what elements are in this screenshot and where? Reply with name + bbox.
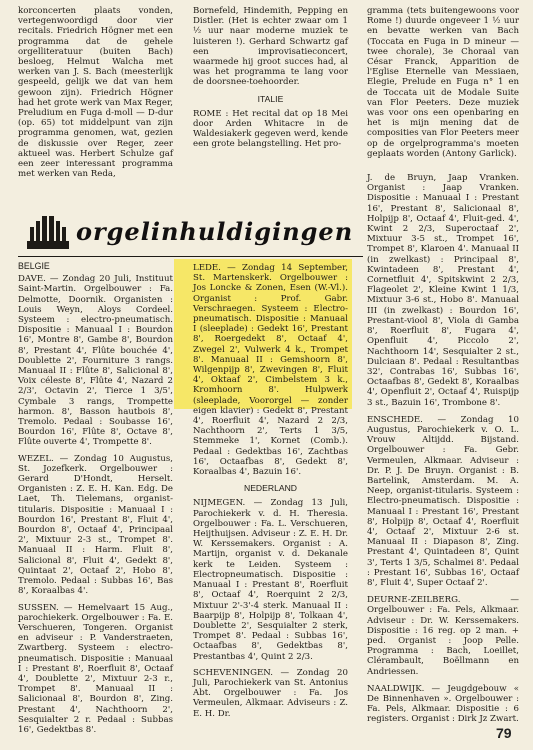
wezel-entry: WEZEL. — Zondag 10 Augustus, St. Jozefkerk. Orgelbouwer : Gerard D'Hondt, Herselt. Organisten : Z. E. H. Kan. Edg. De Laet, Th. Tielemans, organist-titularis. Dispositie : Manuaal I : Bourdon 16', Prestant 8', Fluit 4', Bourdon 8', Octaaf 4', Principaal 2', Mixtuur 2-3 st., Trompet 8'. Manuaal II : Harm. Fluit 8', Salicional 8', Fluit 4', Gedekt 8', Quintaat 2', Octaaf 2', Hobo 8', Tremolo. Pedaal : Subbas 16', Bas 8', Koraalbas 4'. bbox=[18, 453, 173, 597]
scheveningen-continued: J. de Bruyn, Jaap Vranken. Organist : Jaap Vranken. Dispositie : Manuaal I : Prestant 16', Prestant 8', Salicionaal 8', Holpijp 8', Octaaf 4', Fluit-ged. 4', Kwint 2 2/3, Superoctaaf 2', Mixtuur 3-5 st., Trompet 16', Trompet 8', Klaroen 4'. Manuaal II (in zwelkast) : Principaal 8', Kwintadeen 8', Prestant 4', Cornetfluit 4', Spitskwint 2 2/3, Flageolet 2', Kleine Kwint 1 1/3, Mixtuur 3-6 st., Hobo 8'. Manuaal III (in zwelkast) : Bourdon 16', Prestant-viool 8', Viola di Gamba 8', Roerfluit 8', Fugara 4', Openfluit 4', Piccolo 2', Nachthoorn 14', Sesquialter 2 st., Dulciaan 8'. Pedaal : Resultantbas 32', Contrabas 16', Subbas 16', Octaafbas 8', Gedekt 8', Koraalbas 4', Openfluit 2', Octaaf 4', Ruispijp 3 st., Bazuin 16', Trombone 8'. bbox=[367, 173, 519, 408]
section-banner bbox=[24, 213, 364, 253]
nijmegen-entry: NIJMEGEN. — Zondag 13 Juli, Parochiekerk v. d. H. Theresia. Orgelbouwer : Fa. L. Verschueren, Heijthuijsen. Adviseur : Z. E. H. Dr. W. Kerssemakers. Organist : A. Martijn, organist v. d. Dekanale kerk te Leiden. Systeem : Electropneumatisch. Dispositie : Manuaal I : Prestant 8', Roerfluit 8', Octaaf 4', Roerquint 2 2/3, Mixtuur 2'-3'-4 sterk. Manuaal II : Baarpijp 8', Holpijp 8', Tolkaan 4', Doublette 2', Sesquialter 2 sterk, Trompet 8'. Pedaal : Subbas 16', Octaafbas 8', Gedektbas 8', Prestantbas 4', Quint 2 2/3. bbox=[193, 498, 348, 662]
enschede-entry: ENSCHEDE. — Zondag 10 Augustus, Parochiekerk v. O. L. Vrouw Altijdd. Bijstand. Orgelbouwer : Fa. Gebr. Vermeulen, Alkmaar. Adviseur : Dr. P. J. De Bruyn. Organist : B. Bartelink, Amsterdam. M. A. Neep, organist-titularis. Systeem : Electro-pneumatisch. Dispositie : Manuaal I : Prestant 16', Prestant 8', Holpijp 8', Octaaf 4', Roerfluit 4', Octaaf 2', Mixtuur 2-6 st. Manuaal II : Diapason 8', Zing. Prestant 4', Quintadeen 8', Quint 3', Terts 1 3/5, Schalmei 8'. Pedaal : Prestant 16', Subbas 16', Octaaf 8', Fluit 4', Super Octaaf 2'. bbox=[367, 414, 519, 588]
column-2-top bbox=[193, 6, 348, 150]
lede-entry: LEDE. — Zondag 14 September, St. Martenskerk. Orgelbouwer : Jos Loncke & Zonen, Esen (W.-Vl.). Organist : Prof. Gabr. Verschraegen. Systeem : Electro-pneumatisch. Dispositie : Manuaal I (sleeplade) : Gedekt 16', Prestant 8', Roergedekt 8', Octaaf 4', Zwegel 2', Vulwerk 4 k., Trompet 8'. Manuaal II : Gemshoorn 8', Wilgenpijp 8', Zwevingen 8', Fluit 4', Oktaaf 2', Cimbelstem 3 k., Kromhoorn 8'. Hulpwerk (sleeplade, Voororgel — zonder eigen klavier) : Gedekt 8', Prestant 4', Roerfluit 4', Nazard 2 2/3, Nachthoorn 2', Terts 1 3/5, Stemmeke 1', Kornet (Comb.). Pedaal : Gedektbas 16', Zachtbas 16', Octaafbas 8', Gedekt 8', Koraalbas 4', Bazuin 16'. bbox=[193, 263, 348, 478]
scheveningen-entry: SCHEVENINGEN. — Zondag 20 Juli, Parochiekerk van St. Antonius Abt. Orgelbouwer : Fa. Jos Vermeulen, Alkmaar. Adviseurs : Z. E. H. Dr. bbox=[193, 667, 348, 719]
page-number: 79 bbox=[496, 725, 512, 741]
organ-icon bbox=[24, 213, 72, 253]
sussen-entry: SUSSEN. — Hemelvaart 15 Aug., parochiekerk. Orgelbouwer : Fa. E. Verschueren, Tongeren. Organist en adviseur : P. Vanderstraeten, Zwartberg. Systeem : electro-pneumatisch. Dispositie : Manuaal I : Prestant 8', Roerfluit 8', Octaaf 4', Doublette 2', Mixtuur 2-3 r., Trompet 8'. Manuaal II : Salicionaal 8', Bourdon 8', Zing. Prestant 4', Nachthoorn 2', Sesquialter 2 r. Pedaal : Subbas 16', Gedektbas 8'. bbox=[18, 602, 173, 735]
banner-title: orgelinhuldigingen bbox=[76, 217, 354, 246]
column-1-bottom bbox=[18, 261, 173, 735]
belgie-heading: BELGIE bbox=[18, 261, 50, 271]
column-1-top bbox=[18, 6, 173, 179]
nederland-heading: NEDERLAND bbox=[243, 483, 297, 494]
deurne-entry: DEURNE-ZEILBERG. — Orgelbouwer : Fa. Pels, Alkmaar. Adviseur : Dr. W. Kerssemakers. Dispositie : 16 reg. op 2 man. + ped. Organist : Joop Pelle. Programma : Bach, Loeillet, Clérambault, Boëllmann en Andriessen. bbox=[367, 595, 519, 677]
dave-entry: DAVE. — Zondag 20 Juli, Instituut Saint-Martin. Orgelbouwer : Fa. Delmotte, Doornik. Organisten : Louis Weyn, Aloys Cordeel. Systeem : electro-pneumatisch. Dispositie : Manuaal I : Bourdon 16', Montre 8', Gambe 8', Bourdon 8', Prestant 4', Flûte bouchée 4', Doublette 2', Fourniture 3 rangs. Manuaal II : Flûte 8', Salicional 8', Voix céleste 8', Flûte 4', Nazard 2 2/3', Octavin 2', Tierce 1 3/5', Cymbale 3 rangs, Trompette harmon. 8', Basson hautbois 8', Tremolo. Pedaal : Soubasse 16', Bourdon 16', Flûte 8', Octave 8', Flûte ouverte 4', Trompette 8'. bbox=[18, 274, 173, 448]
column-2-bottom bbox=[193, 263, 348, 719]
article-text: gramma (tets buitengewoons voor Rome !) duurde ongeveer 1 ½ uur en bevatte werken van Bach (Toccata en Fuga in D mineur — twee chorale), 3e Choraal van César Franck, Apparition de l'Eglise Eternelle van Messiaen, Elegie, Prelude en Fuga n° 1 en de Toccata uit de Modale Suite van Flor Peeters. Deze muziek was voor ons een openbaring en het is mijn mening dat de composities van Flor Peeters meer op de orgelprogramma's moeten geplaats worden (Antony Garlick). bbox=[367, 6, 519, 159]
article-text: Bornefeld, Hindemith, Pepping en Distler. (Het is echter zwaar om 1 ½ uur naar moderne muziek te luisteren !). Gerhard Schwartz gaf een improvisatieconcert, waarmede hij groot succes had, al was het programma te lang voor de doorsnee-toehoorder. bbox=[193, 6, 348, 88]
article-text: korconcerten plaats vonden, vertegenwoordigd door vier recitals. Friedrich Högner met een programma dat de gehele orgelliteratuur (buiten Bach) besloeg, Helmut Walcha met werken van J. S. Bach (meesterlijk gespeeld, gelijk we dat van hem gewoon zijn). Friedrich Högner had het grote werk van Max Reger, Preludium en Fuga d-moll — D-dur (op. 65) tot middelpunt van zijn programma genomen, wat, gezien de diskussie over Reger, zeer aktueel was. Herbert Schulze gaf een zeer interessant programma met werken van Reda, bbox=[18, 6, 173, 180]
column-3 bbox=[367, 6, 519, 725]
divider bbox=[18, 256, 363, 257]
naaldwijk-entry: NAALDWIJK. — Jeugdgebouw « De Binnenhaven ». Orgelbouwer : Fa. Pels, Alkmaar. Dispositie : 6 registers. Organist : Dirk Jz Zwart. bbox=[367, 683, 519, 725]
italie-heading: ITALIE bbox=[257, 93, 284, 104]
italie-text: ROME : Het recital dat op 18 Mei door Arden Whitacre in de Waldesiakerk gegeven werd, kende een grote belangstelling. Het pro- bbox=[193, 108, 348, 150]
